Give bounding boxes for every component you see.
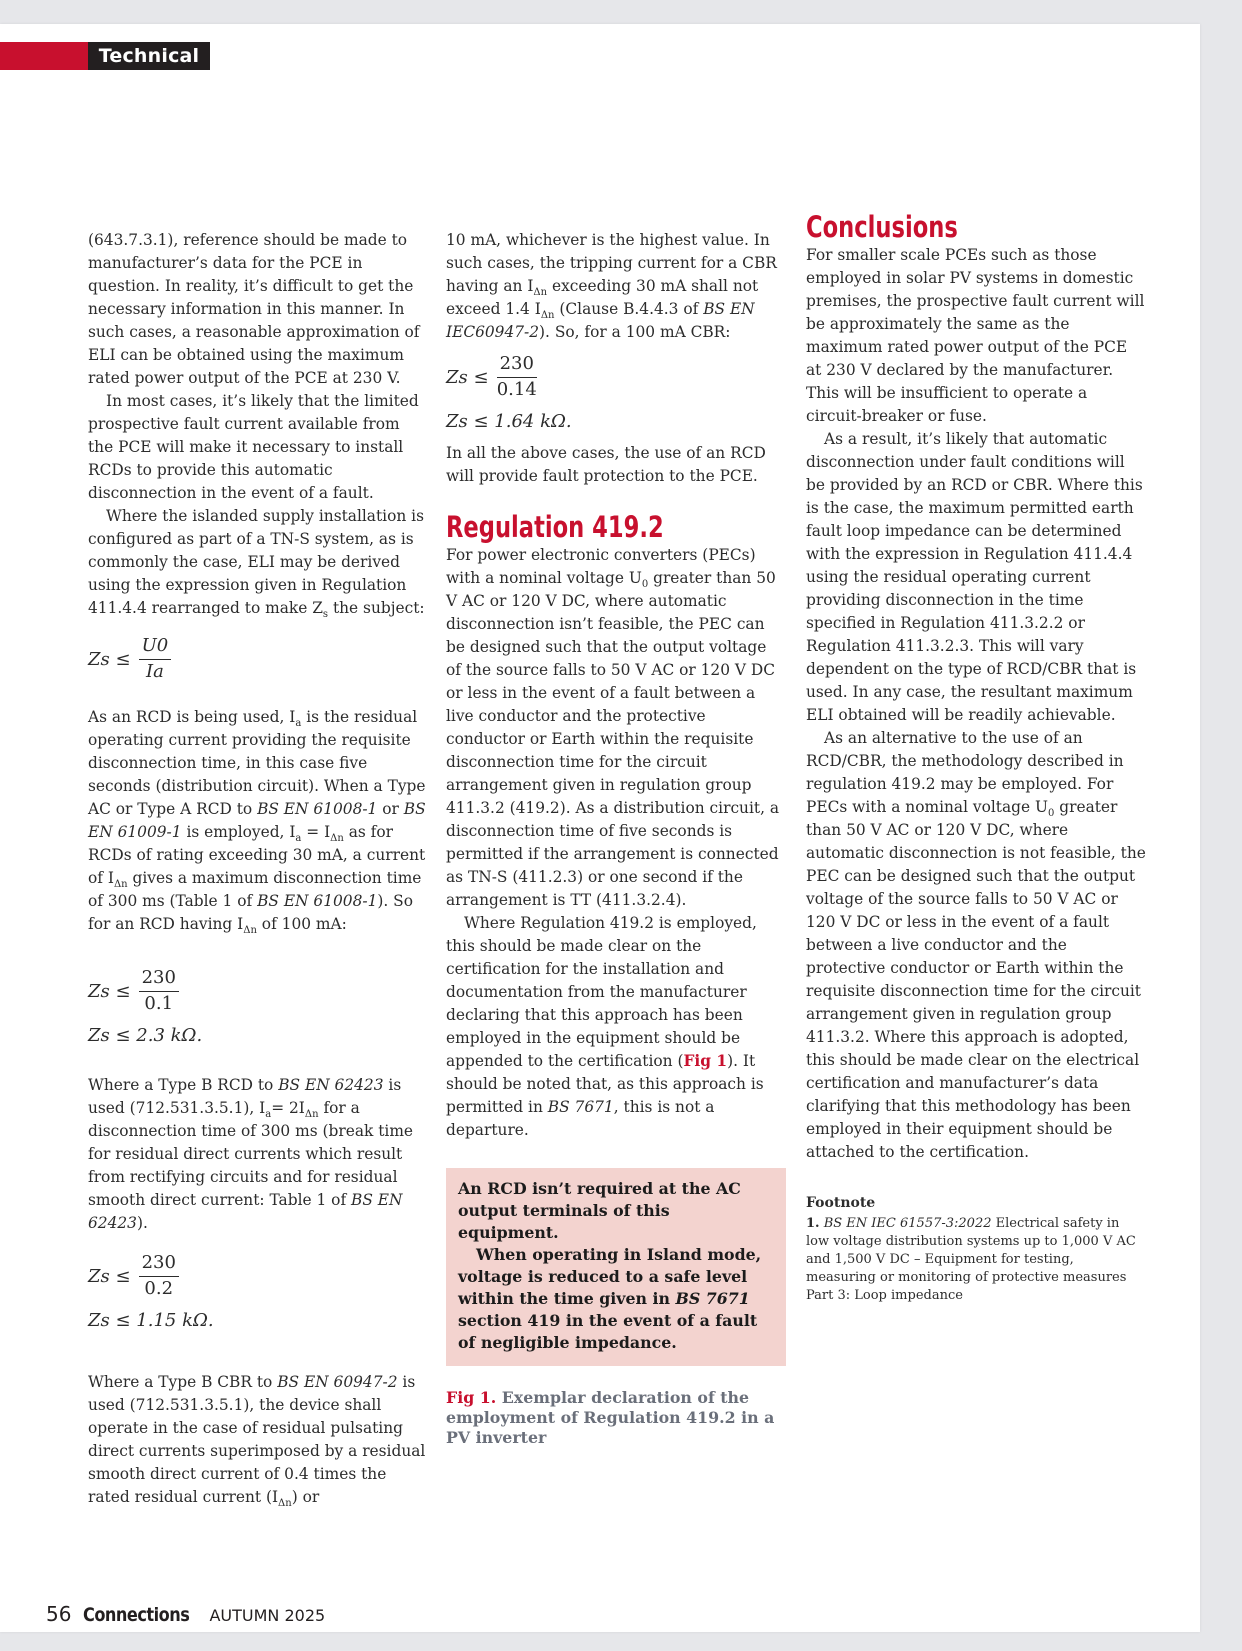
page-number: 56	[46, 1602, 72, 1626]
footnote-1: 1. BS EN IEC 61557-3:2022 Electrical safety in low voltage distribution systems up to 1,000 V AC and 1,500 V DC – Equipment for testing, measuring or monitoring of protective measures Part 3: Loop impedance	[806, 1216, 1136, 1303]
page	[0, 24, 1200, 1632]
equation-rcd-100ma-result: Zs ≤ 2.3 kΩ.	[88, 1024, 203, 1046]
magazine-name: Connections	[83, 1604, 190, 1626]
col1-paragraph-5: Where a Type B RCD to BS EN 62423 is used (712.531.3.5.1), $I_a= 2I_{\Delta n}$ for a disconnection time of 300 ms (break time for residual direct currents which result from rectifying circuits and for residual smooth direct current: Table 1 of BS EN 62423).	[88, 1076, 414, 1232]
col2-paragraph-4: Where Regulation 419.2 is employed, this should be made clear on the certification for the installation and documentation from the manufacturer declaring that this approach has been employed in the equipment should be appended to the certification (Fig 1). It should be noted that, as this approach is permitted in BS 7671, this is not a departure.	[446, 914, 764, 1139]
col2-paragraph-2: In all the above cases, the use of an RCD will provide fault protection to the PCE.	[446, 444, 766, 485]
heading-conclusions: Conclusions	[806, 210, 958, 244]
equation-cbr-100ma: Zs ≤ $\frac{230}{0.14}$	[446, 352, 537, 400]
col2-paragraph-3: For power electronic converters (PECs) with a nominal voltage $U_0$ greater than 50 V AC or 120 V DC, where automatic disconnection isn’t feasible, the PEC can be designed such that the output voltage of the source falls to 50 V AC or 120 V DC or less in the event of a fault between a live conductor and the protective conductor or Earth within the requisite disconnection time for the circuit arrangement given in regulation group 411.3.2 (419.2). As a distribution circuit, a disconnection time of five seconds is permitted if the arrangement is connected as TN-S (411.2.3) or one second if the arrangement is TT (411.3.2.4).	[446, 546, 780, 909]
col3-paragraph-3: As an alternative to the use of an RCD/CBR, the methodology described in regulation 419.2 may be employed. For PECs with a nominal voltage $U_0$ greater than 50 V AC or 120 V DC, where automatic disconnection is not feasible, the PEC can be designed such that the output voltage of the source falls to 50 V AC or 120 V DC or less in the event of a fault between a live conductor and the protective conductor or Earth within the requisite disconnection time for the circuit arrangement given in regulation group 411.3.2. Where this approach is adopted, this should be made clear on the electrical certification and manufacturer’s data clarifying that this methodology has been employed in their equipment should be attached to the certification.	[806, 729, 1146, 1161]
col3-paragraph-1: For smaller scale PCEs such as those employed in solar PV systems in domestic premises, the prospective fault current will be approximately the same as the maximum rated power output of the PCE at 230 V declared by the manufacturer. This will be insufficient to operate a circuit-breaker or fuse.	[806, 246, 1145, 425]
column-3	[806, 210, 1146, 1305]
column-1	[88, 229, 428, 1509]
heading-regulation-419-2: Regulation 419.2	[446, 510, 664, 544]
equation-zs-formula: Zs ≤ $\frac{U0}{Ia}$	[88, 626, 428, 692]
col1-paragraph-3: Where the islanded supply installation is configured as part of a TN-S system, as is commonly the case, ELI may be derived using the expression given in Regulation 411.4.4 rearranged to make $Z_s$ the subject:	[88, 507, 425, 620]
figure-1-line-1: An RCD isn’t required at the AC output terminals of this equipment.	[458, 1179, 741, 1242]
col1-paragraph-4: As an RCD is being used, $I_a$ is the residual operating current providing the requisite disconnection time, in this case five seconds (distribution circuit). When a Type AC or Type A RCD to BS EN 61008-1 or BS EN 61009-1 is employed, $I_a = I_{\Delta n}$ as for RCDs of rating exceeding 30 mA, a current of $I_{\Delta n}$ gives a maximum disconnection time of 300 ms (Table 1 of BS EN 61008-1). So for an RCD having $I_{\Delta n}$ of 100 mA:	[88, 708, 426, 936]
figure-1-line-2: When operating in Island mode, voltage is reduced to a safe level within the time given in BS 7671 section 419 in the event of a fault of negligible impedance.	[458, 1245, 762, 1352]
issue-label: AUTUMN 2025	[209, 1606, 326, 1625]
column-2	[446, 229, 786, 1448]
col2-paragraph-1: 10 mA, whichever is the highest value. In such cases, the tripping current for a CBR having an $I_{\Delta n}$ exceeding 30 mA shall not exceed 1.4 $I_{\Delta n}$ (Clause B.4.4.3 of BS EN IEC60947-2). So, for a 100 mA CBR:	[446, 231, 777, 341]
fig-1-reference[interactable]: Fig 1	[683, 1052, 728, 1070]
col1-paragraph-6: Where a Type B CBR to BS EN 60947-2 is used (712.531.3.5.1), the device shall operate in the case of residual pulsating direct currents superimposed by a residual smooth direct current of 0.4 times the rated residual current $(I_{\Delta n})$ or	[88, 1373, 426, 1509]
equation-typeb-rcd-result: Zs ≤ 1.15 kΩ.	[88, 1309, 214, 1331]
footnote-heading: Footnote	[806, 1195, 876, 1211]
equation-cbr-100ma-result: Zs ≤ 1.64 kΩ.	[446, 410, 572, 432]
section-tab-label: Technical	[88, 42, 210, 70]
equation-typeb-rcd: Zs ≤ $\frac{230}{0.2}$	[88, 1247, 428, 1305]
equation-rcd-100ma: Zs ≤ $\frac{230}{0.1}$	[88, 962, 428, 1020]
col1-paragraph-2: In most cases, it’s likely that the limited prospective fault current available from the PCE will make it necessary to install RCDs to provide this automatic disconnection in the event of a fault.	[88, 392, 419, 502]
col3-paragraph-2: As a result, it’s likely that automatic disconnection under fault conditions will be provided by an RCD or CBR. Where this is the case, the maximum permitted earth fault loop impedance can be determined with the expression in Regulation 411.4.4 using the residual operating current providing disconnection in the time specified in Regulation 411.3.2.2 or Regulation 411.3.2.3. This will vary dependent on the type of RCD/CBR that is used. In any case, the resultant maximum ELI obtained will be readily achievable.	[806, 430, 1143, 724]
figure-1-caption: Fig 1. Exemplar declaration of the employment of Regulation 419.2 in a PV inverter	[446, 1388, 775, 1447]
figure-1-declaration-box	[446, 1168, 786, 1366]
col1-paragraph-1: (643.7.3.1), reference should be made to manufacturer’s data for the PCE in question. In reality, it’s difficult to get the necessary information in this manner. In such cases, a reasonable approximation of ELI can be obtained using the maximum rated power output of the PCE at 230 V.	[88, 231, 420, 387]
page-footer	[46, 1602, 325, 1626]
